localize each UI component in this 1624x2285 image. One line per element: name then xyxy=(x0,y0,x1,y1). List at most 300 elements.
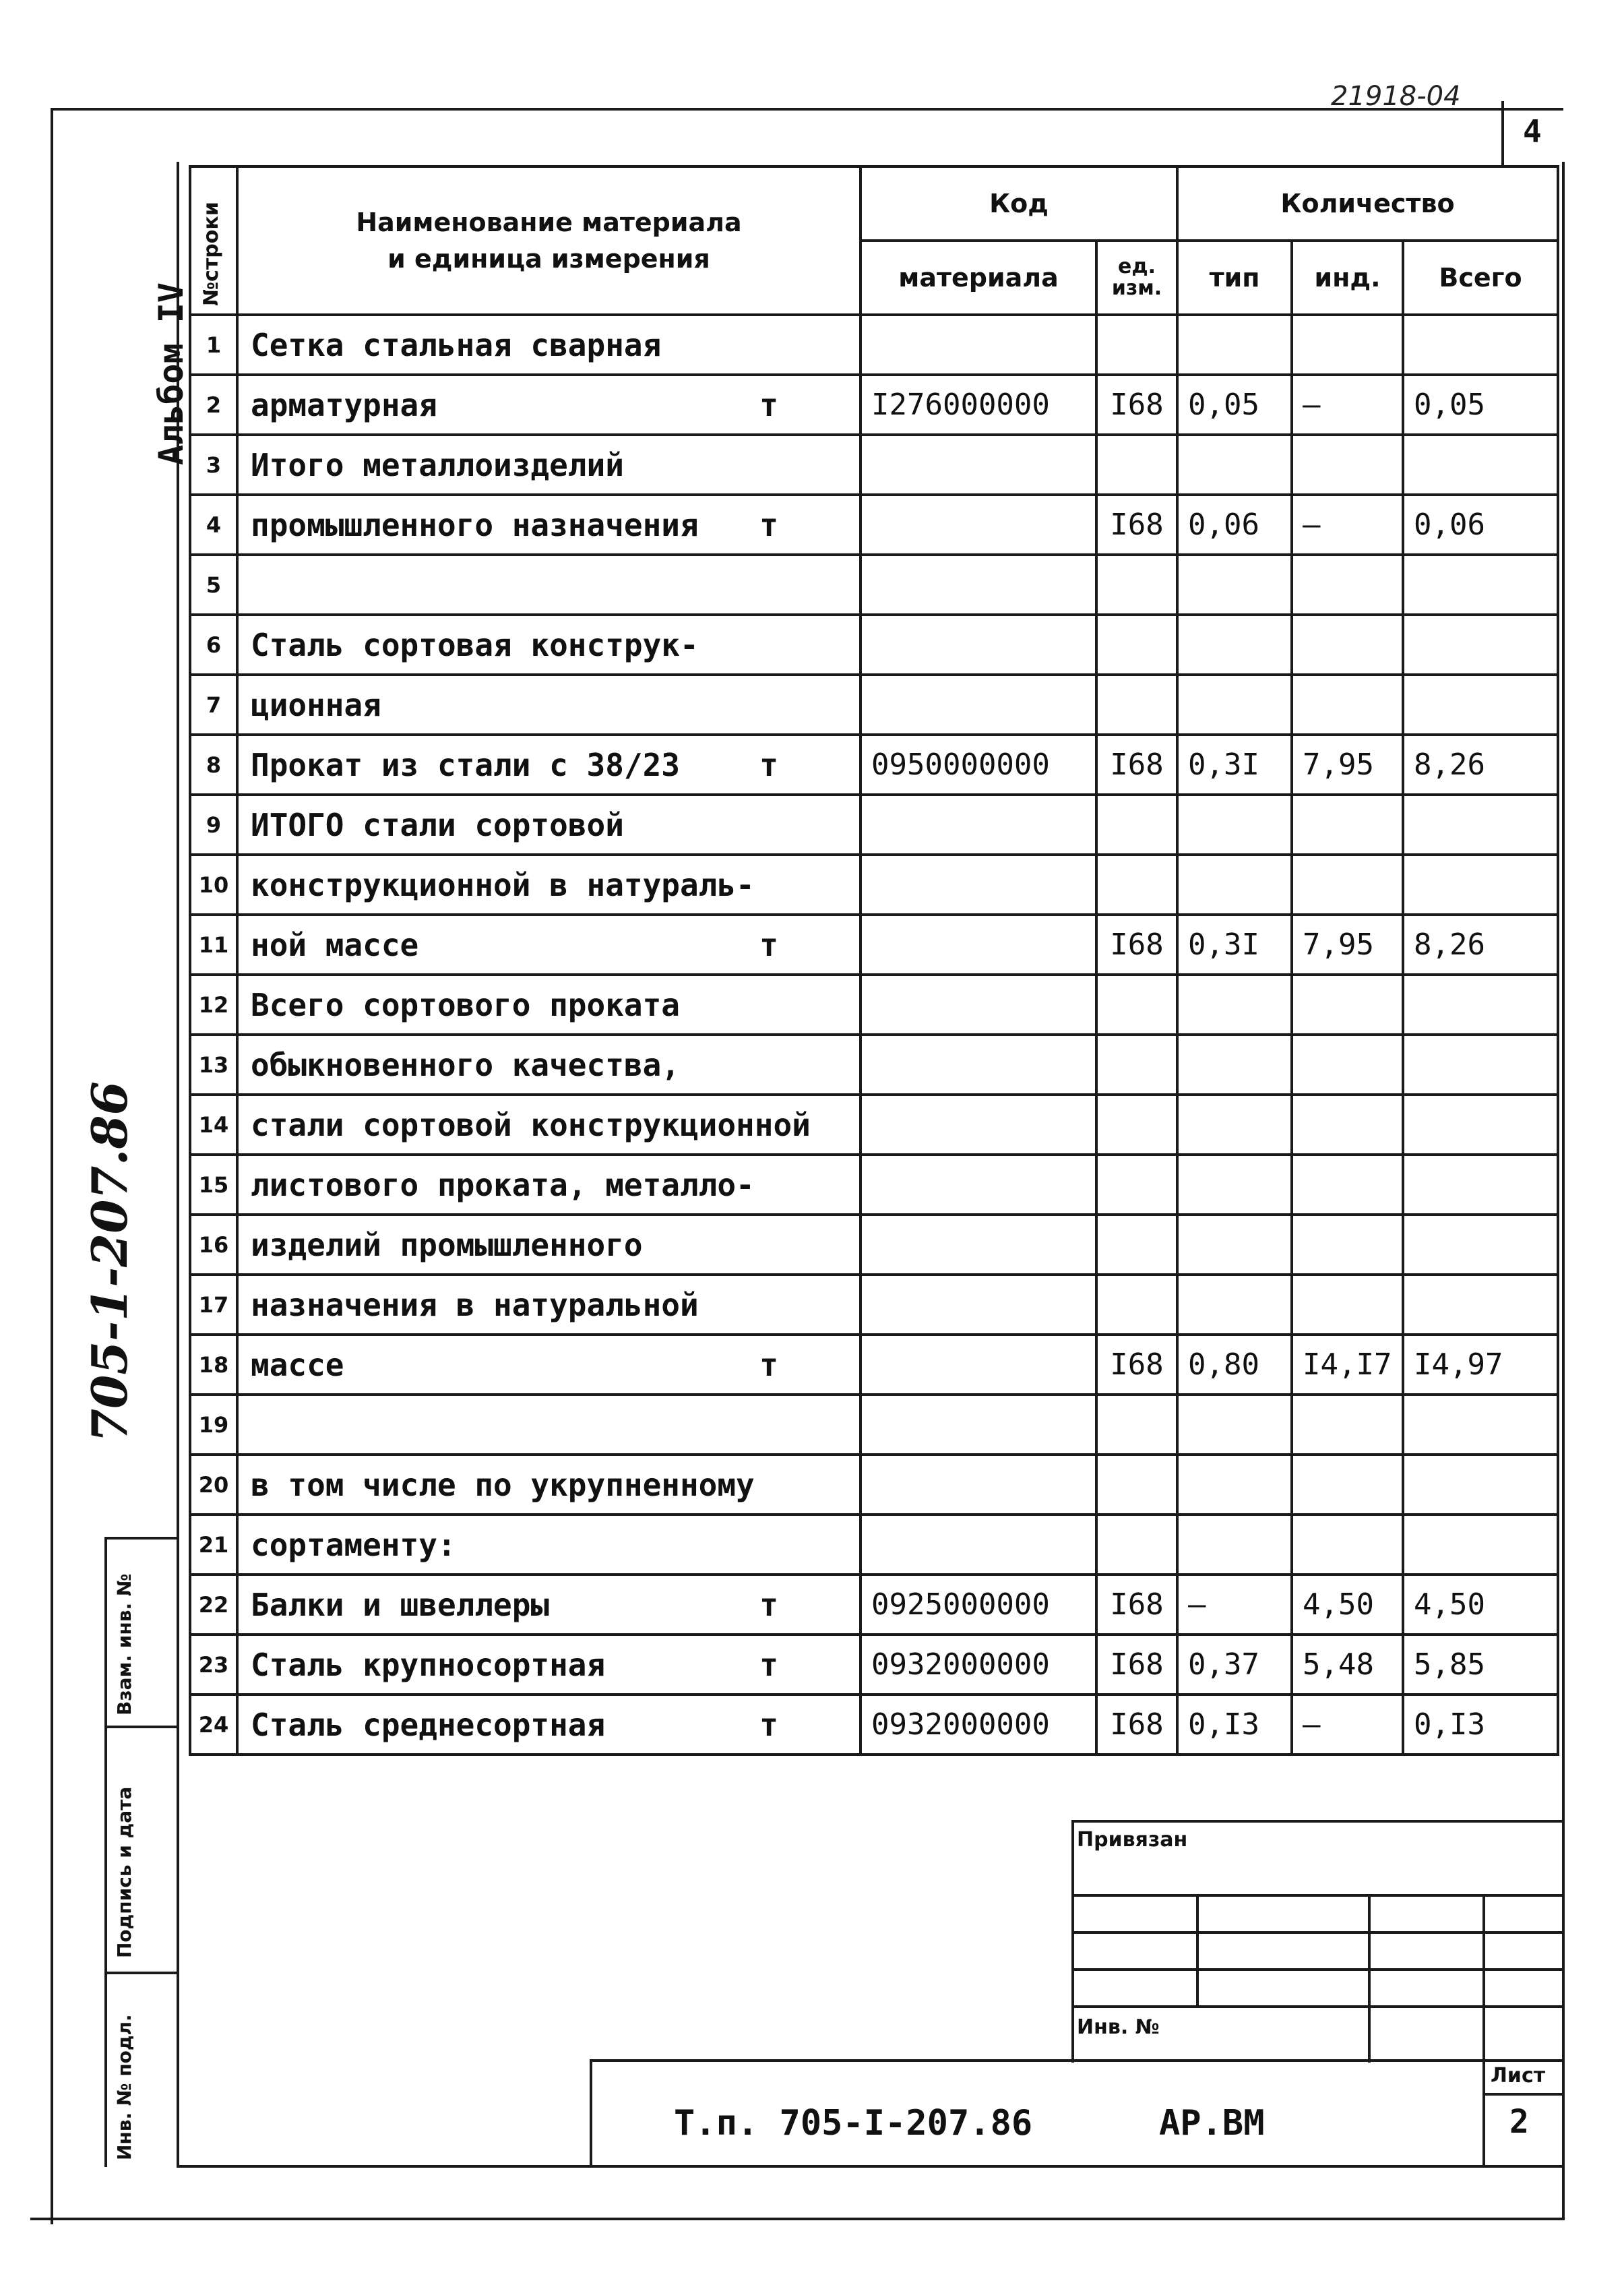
unit-code xyxy=(1096,675,1177,735)
row-number xyxy=(190,1035,237,1095)
row-number-text: 20 xyxy=(198,1471,229,1498)
unit-code-text: I68 xyxy=(1110,1707,1164,1742)
material-code-text: 0925000000 xyxy=(871,1587,1050,1622)
table-row xyxy=(190,1515,1558,1575)
material-code xyxy=(861,915,1096,975)
material-name-text: Балки и швеллеры xyxy=(251,1586,550,1623)
qty-type xyxy=(1177,855,1292,915)
qty-ind xyxy=(1292,1275,1403,1335)
qty-ind-text: 7,95 xyxy=(1303,927,1374,962)
row-number-text: 17 xyxy=(198,1291,229,1318)
unit-code xyxy=(1096,1695,1177,1755)
material-code xyxy=(861,1275,1096,1335)
material-name xyxy=(237,975,861,1035)
material-code-text: 0932000000 xyxy=(871,1707,1050,1742)
qty-total-text: 0,06 xyxy=(1414,508,1485,542)
margin-stamp-div3 xyxy=(104,1972,179,1974)
table-row xyxy=(190,1395,1558,1455)
qty-ind xyxy=(1292,375,1403,435)
material-name xyxy=(237,1515,861,1575)
unit-code xyxy=(1096,315,1177,375)
material-name xyxy=(237,1335,861,1395)
material-code xyxy=(861,615,1096,675)
row-number xyxy=(190,675,237,735)
attached-label: Привязан xyxy=(1077,1828,1188,1852)
unit-code xyxy=(1096,975,1177,1035)
qty-type xyxy=(1177,1455,1292,1515)
material-code xyxy=(861,1035,1096,1095)
unit-code-text: I68 xyxy=(1110,1647,1164,1682)
row-number-text: 3 xyxy=(206,452,222,478)
tb-v2 xyxy=(1368,1894,1371,2063)
material-name xyxy=(237,1575,861,1635)
qty-type xyxy=(1177,495,1292,555)
row-number xyxy=(190,495,237,555)
material-name-text: в том числе по укрупненному xyxy=(251,1466,755,1503)
unit-symbol: т xyxy=(759,746,778,783)
unit-code xyxy=(1096,555,1177,615)
material-name-text: Сталь среднесортная xyxy=(251,1706,606,1743)
table-row xyxy=(190,975,1558,1035)
qty-total xyxy=(1403,615,1558,675)
row-number xyxy=(190,1095,237,1155)
unit-code-text: I68 xyxy=(1110,388,1164,422)
title-strip-top xyxy=(590,2059,1563,2062)
tb-left xyxy=(1071,1820,1074,2063)
qty-type-text: 0,I3 xyxy=(1188,1707,1259,1742)
page-number: 4 xyxy=(1523,113,1542,150)
material-code xyxy=(861,735,1096,795)
row-number-text: 15 xyxy=(198,1171,229,1198)
table-row xyxy=(190,615,1558,675)
materials-table xyxy=(189,165,1559,1756)
unit-code xyxy=(1096,1035,1177,1095)
row-number-text: 14 xyxy=(198,1111,229,1138)
material-name xyxy=(237,495,861,555)
material-name-text: Сталь сортовая конструк- xyxy=(251,626,699,663)
unit-code xyxy=(1096,1155,1177,1215)
row-number xyxy=(190,735,237,795)
header-qty: Количество xyxy=(1177,166,1558,241)
qty-total xyxy=(1403,735,1558,795)
row-number xyxy=(190,315,237,375)
table-row xyxy=(190,1575,1558,1635)
table-row xyxy=(190,1155,1558,1215)
row-number-text: 8 xyxy=(206,752,222,778)
qty-type-text: 0,05 xyxy=(1188,388,1259,422)
header-ind: инд. xyxy=(1292,241,1403,315)
material-code xyxy=(861,1155,1096,1215)
row-number xyxy=(190,1515,237,1575)
row-number xyxy=(190,1215,237,1275)
qty-type xyxy=(1177,555,1292,615)
qty-total xyxy=(1403,1335,1558,1395)
doc-mark: АР.ВМ xyxy=(1159,2103,1265,2143)
qty-ind-text: – xyxy=(1303,508,1321,542)
header-code: Код xyxy=(861,166,1177,241)
qty-total xyxy=(1403,855,1558,915)
material-name-text: ционная xyxy=(251,686,381,723)
qty-total xyxy=(1403,1095,1558,1155)
material-code xyxy=(861,315,1096,375)
table-row xyxy=(190,1695,1558,1755)
row-number xyxy=(190,1275,237,1335)
row-number-text: 5 xyxy=(206,572,222,598)
qty-type xyxy=(1177,1215,1292,1275)
qty-ind xyxy=(1292,975,1403,1035)
material-name xyxy=(237,1395,861,1455)
material-code xyxy=(861,675,1096,735)
qty-type xyxy=(1177,735,1292,795)
unit-code xyxy=(1096,495,1177,555)
table-row xyxy=(190,1335,1558,1395)
unit-code xyxy=(1096,1575,1177,1635)
sheet-label: Лист xyxy=(1491,2064,1546,2088)
tb-h3 xyxy=(1071,1968,1563,1971)
qty-ind xyxy=(1292,1635,1403,1695)
row-number-text: 16 xyxy=(198,1231,229,1258)
header-name-line2: и единица измерения xyxy=(387,244,710,274)
qty-total xyxy=(1403,795,1558,855)
qty-type xyxy=(1177,915,1292,975)
qty-ind xyxy=(1292,435,1403,495)
row-number-text: 24 xyxy=(198,1711,229,1738)
qty-ind-text: – xyxy=(1303,388,1321,422)
material-name-text: ИТОГО стали сортовой xyxy=(251,806,624,843)
table-row xyxy=(190,435,1558,495)
row-number-text: 6 xyxy=(206,632,222,658)
tb-h4 xyxy=(1071,2005,1563,2008)
unit-code xyxy=(1096,915,1177,975)
material-name-text: стали сортовой конструкционной xyxy=(251,1106,811,1143)
qty-total-text: 0,05 xyxy=(1414,388,1485,422)
qty-type xyxy=(1177,795,1292,855)
row-number xyxy=(190,615,237,675)
unit-symbol: т xyxy=(759,1646,778,1683)
qty-total-text: 8,26 xyxy=(1414,927,1485,962)
header-row-no xyxy=(190,166,237,315)
tb-v3 xyxy=(1482,1894,1485,2167)
material-name xyxy=(237,555,861,615)
sheet-number: 2 xyxy=(1509,2103,1529,2141)
qty-type xyxy=(1177,1395,1292,1455)
table-row xyxy=(190,1035,1558,1095)
material-name-text: массе xyxy=(251,1346,344,1383)
material-name-text: Прокат из стали с 38/23 xyxy=(251,746,680,783)
unit-symbol: т xyxy=(759,506,778,543)
qty-type xyxy=(1177,1275,1292,1335)
qty-ind-text: 5,48 xyxy=(1303,1647,1374,1682)
qty-ind-text: 7,95 xyxy=(1303,748,1374,782)
material-name xyxy=(237,375,861,435)
unit-code-text: I68 xyxy=(1110,927,1164,962)
qty-type xyxy=(1177,315,1292,375)
qty-total xyxy=(1403,435,1558,495)
qty-ind xyxy=(1292,1155,1403,1215)
qty-type-text: – xyxy=(1188,1587,1206,1622)
table-row xyxy=(190,375,1558,435)
qty-ind xyxy=(1292,1215,1403,1275)
unit-code xyxy=(1096,795,1177,855)
material-name xyxy=(237,1455,861,1515)
unit-code xyxy=(1096,1395,1177,1455)
qty-ind xyxy=(1292,855,1403,915)
table-row xyxy=(190,855,1558,915)
unit-code xyxy=(1096,435,1177,495)
table-row xyxy=(190,1215,1558,1275)
table-row xyxy=(190,1095,1558,1155)
frame-left xyxy=(51,108,53,2224)
material-code-text: I276000000 xyxy=(871,388,1050,422)
header-name-line1: Наименование материала xyxy=(356,208,742,237)
material-name xyxy=(237,915,861,975)
header-row-no-label: №строки xyxy=(199,202,223,306)
header-name xyxy=(237,166,861,315)
qty-total xyxy=(1403,1575,1558,1635)
qty-ind xyxy=(1292,1575,1403,1635)
row-number xyxy=(190,915,237,975)
row-number xyxy=(190,1635,237,1695)
material-name xyxy=(237,795,861,855)
qty-total xyxy=(1403,495,1558,555)
qty-total xyxy=(1403,915,1558,975)
material-code xyxy=(861,1395,1096,1455)
qty-type xyxy=(1177,1575,1292,1635)
unit-code-text: I68 xyxy=(1110,1587,1164,1622)
album-label: Альбом IV xyxy=(152,282,191,465)
material-name-text: Сталь крупносортная xyxy=(251,1646,606,1683)
qty-total-text: 8,26 xyxy=(1414,748,1485,782)
archive-number: 21918-04 xyxy=(1331,81,1461,112)
qty-type xyxy=(1177,615,1292,675)
row-number xyxy=(190,1155,237,1215)
margin-label-2: Подпись и дата xyxy=(113,1786,135,1958)
margin-label-1: Взам. инв. № xyxy=(113,1573,135,1715)
unit-symbol: т xyxy=(759,386,778,423)
header-total: Всего xyxy=(1403,241,1558,315)
qty-ind xyxy=(1292,1455,1403,1515)
material-code xyxy=(861,1455,1096,1515)
material-name-text: Всего сортового проката xyxy=(251,986,680,1023)
row-number-text: 13 xyxy=(198,1052,229,1078)
qty-ind xyxy=(1292,555,1403,615)
material-name xyxy=(237,1155,861,1215)
qty-total-text: 5,85 xyxy=(1414,1647,1485,1682)
unit-symbol: т xyxy=(759,1586,778,1623)
material-name xyxy=(237,435,861,495)
unit-code-text: I68 xyxy=(1110,508,1164,542)
material-code-text: 0932000000 xyxy=(871,1647,1050,1682)
qty-type xyxy=(1177,1335,1292,1395)
material-code xyxy=(861,435,1096,495)
qty-ind xyxy=(1292,615,1403,675)
tb-h2 xyxy=(1071,1931,1563,1934)
unit-symbol: т xyxy=(759,1346,778,1383)
row-number-text: 11 xyxy=(198,932,229,958)
material-name xyxy=(237,1095,861,1155)
row-number xyxy=(190,975,237,1035)
row-number-text: 1 xyxy=(206,332,222,358)
material-name xyxy=(237,1275,861,1335)
qty-total xyxy=(1403,1035,1558,1095)
row-number xyxy=(190,1395,237,1455)
page-box-left xyxy=(1501,101,1504,165)
qty-total xyxy=(1403,975,1558,1035)
margin-stamp-div1 xyxy=(104,1537,179,1540)
qty-ind xyxy=(1292,1035,1403,1095)
unit-code xyxy=(1096,1095,1177,1155)
material-code xyxy=(861,1095,1096,1155)
unit-code xyxy=(1096,615,1177,675)
table-row xyxy=(190,315,1558,375)
material-name-text: ной массе xyxy=(251,926,419,963)
qty-type-text: 0,37 xyxy=(1188,1647,1259,1682)
qty-total xyxy=(1403,1155,1558,1215)
margin-stamp-left xyxy=(104,1537,107,2167)
qty-total xyxy=(1403,1695,1558,1755)
qty-ind xyxy=(1292,675,1403,735)
row-number xyxy=(190,1575,237,1635)
qty-total-text: 0,I3 xyxy=(1414,1707,1485,1742)
qty-type xyxy=(1177,675,1292,735)
table-row xyxy=(190,915,1558,975)
qty-total xyxy=(1403,675,1558,735)
row-number xyxy=(190,555,237,615)
material-name-text: сортаменту: xyxy=(251,1526,456,1563)
material-name xyxy=(237,735,861,795)
material-name xyxy=(237,675,861,735)
qty-ind xyxy=(1292,495,1403,555)
material-code xyxy=(861,855,1096,915)
unit-code xyxy=(1096,855,1177,915)
qty-type xyxy=(1177,1035,1292,1095)
qty-type xyxy=(1177,1095,1292,1155)
margin-stamp-div2 xyxy=(104,1726,179,1728)
unit-code xyxy=(1096,1275,1177,1335)
frame-bottom xyxy=(30,2218,1563,2220)
header-material: материала xyxy=(861,241,1096,315)
material-name-text: Сетка стальная сварная xyxy=(251,326,662,363)
frame-right xyxy=(1562,162,1565,2220)
qty-ind xyxy=(1292,1395,1403,1455)
table-row xyxy=(190,675,1558,735)
row-number-text: 21 xyxy=(198,1531,229,1558)
unit-code xyxy=(1096,1515,1177,1575)
material-name xyxy=(237,1635,861,1695)
material-name xyxy=(237,855,861,915)
material-name-text: промышленного назначения xyxy=(251,506,699,543)
material-code xyxy=(861,495,1096,555)
row-number-text: 19 xyxy=(198,1411,229,1438)
qty-total-text: I4,97 xyxy=(1414,1347,1503,1382)
unit-code-text: I68 xyxy=(1110,748,1164,782)
qty-ind xyxy=(1292,915,1403,975)
qty-total xyxy=(1403,1635,1558,1695)
qty-type xyxy=(1177,1695,1292,1755)
qty-type xyxy=(1177,375,1292,435)
qty-type xyxy=(1177,435,1292,495)
table-row xyxy=(190,1635,1558,1695)
material-name-text: конструкционной в натураль- xyxy=(251,866,755,903)
margin-label-3: Инв. № подл. xyxy=(113,2014,135,2160)
row-number-text: 18 xyxy=(198,1351,229,1378)
material-name xyxy=(237,315,861,375)
qty-total xyxy=(1403,1275,1558,1335)
unit-symbol: т xyxy=(759,1706,778,1743)
unit-code xyxy=(1096,1215,1177,1275)
material-name-text: листового проката, металло- xyxy=(251,1166,755,1203)
unit-code xyxy=(1096,375,1177,435)
qty-type-text: 0,3I xyxy=(1188,748,1259,782)
row-number-text: 23 xyxy=(198,1651,229,1678)
material-code xyxy=(861,1695,1096,1755)
doc-code: Т.п. 705-I-207.86 xyxy=(674,2103,1033,2143)
qty-total-text: 4,50 xyxy=(1414,1587,1485,1622)
table-row xyxy=(190,735,1558,795)
qty-ind xyxy=(1292,795,1403,855)
row-number-text: 4 xyxy=(206,512,222,538)
table-row xyxy=(190,495,1558,555)
title-strip-left xyxy=(590,2059,592,2167)
unit-code xyxy=(1096,1335,1177,1395)
material-code xyxy=(861,975,1096,1035)
table-row xyxy=(190,1275,1558,1335)
row-number xyxy=(190,855,237,915)
qty-type xyxy=(1177,975,1292,1035)
inner-bottom-border xyxy=(177,2165,1563,2168)
qty-total xyxy=(1403,555,1558,615)
unit-code xyxy=(1096,735,1177,795)
sheet-box-div xyxy=(1482,2093,1563,2096)
row-number xyxy=(190,795,237,855)
header-unit: ед. изм. xyxy=(1096,241,1177,315)
qty-total xyxy=(1403,1455,1558,1515)
qty-total xyxy=(1403,375,1558,435)
unit-code xyxy=(1096,1455,1177,1515)
material-name-text: Итого металлоизделий xyxy=(251,446,624,483)
qty-type xyxy=(1177,1635,1292,1695)
row-number xyxy=(190,435,237,495)
qty-type-text: 0,06 xyxy=(1188,508,1259,542)
row-number-text: 10 xyxy=(198,872,229,898)
row-number-text: 9 xyxy=(206,812,222,838)
unit-code xyxy=(1096,1635,1177,1695)
table-row xyxy=(190,1455,1558,1515)
qty-total xyxy=(1403,315,1558,375)
material-name xyxy=(237,615,861,675)
material-code xyxy=(861,1575,1096,1635)
qty-total xyxy=(1403,1395,1558,1455)
qty-ind xyxy=(1292,1335,1403,1395)
qty-total xyxy=(1403,1215,1558,1275)
qty-type xyxy=(1177,1155,1292,1215)
qty-type xyxy=(1177,1515,1292,1575)
qty-type-text: 0,80 xyxy=(1188,1347,1259,1382)
material-name-text: обыкновенного качества, xyxy=(251,1046,680,1083)
material-code-text: 0950000000 xyxy=(871,748,1050,782)
row-number-text: 22 xyxy=(198,1591,229,1618)
row-number xyxy=(190,1335,237,1395)
unit-symbol: т xyxy=(759,926,778,963)
material-name-text: изделий промышленного xyxy=(251,1226,643,1263)
header-row-1 xyxy=(190,166,1558,241)
qty-ind xyxy=(1292,315,1403,375)
qty-ind-text: 4,50 xyxy=(1303,1587,1374,1622)
tb-h1 xyxy=(1071,1894,1563,1897)
material-code xyxy=(861,1215,1096,1275)
row-number xyxy=(190,1455,237,1515)
row-number-text: 2 xyxy=(206,392,222,418)
